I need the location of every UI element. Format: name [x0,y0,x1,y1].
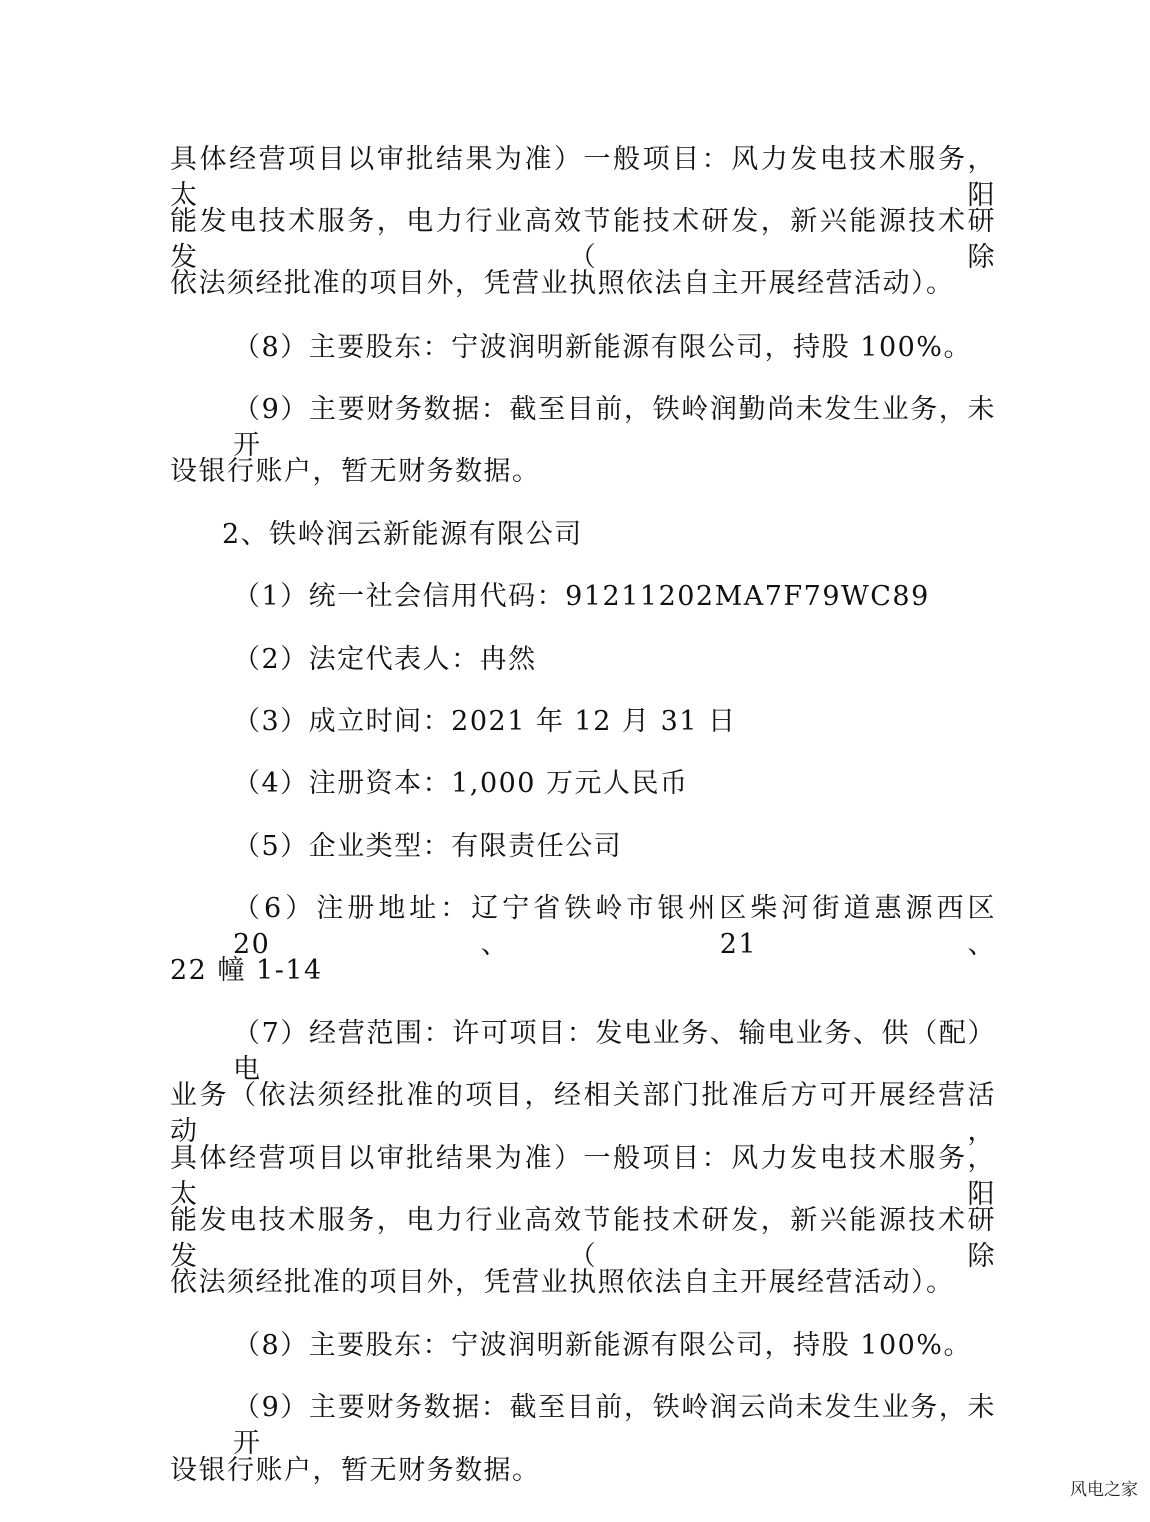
text-line: 设银行账户，暂无财务数据。 [170,1455,541,1486]
text-line: （9）主要财务数据：截至目前，铁岭润勤尚未发生业务，未开 [233,394,996,461]
text-line: 依法须经批准的项目外，凭营业执照依法自主开展经营活动）。 [170,1267,955,1298]
section-heading: 2、铁岭润云新能源有限公司 [222,519,583,550]
text-line: （5）企业类型：有限责任公司 [233,831,623,862]
text-line: （8）主要股东：宁波润明新能源有限公司，持股 100%。 [233,1330,972,1361]
text-line: 能发电技术服务，电力行业高效节能技术研发，新兴能源技术研发（除 [170,206,996,273]
text-line: 具体经营项目以审批结果为准）一般项目：风力发电技术服务，太阳 [170,1143,996,1210]
text-line: （3）成立时间：2021 年 12 月 31 日 [233,706,737,737]
text-line: 具体经营项目以审批结果为准）一般项目：风力发电技术服务，太阳 [170,144,996,211]
text-line: 22 幢 1-14 [170,955,323,986]
text-line: （8）主要股东：宁波润明新能源有限公司，持股 100%。 [233,332,972,363]
watermark: 风电之家 [1070,1480,1138,1500]
text-line: 依法须经批准的项目外，凭营业执照依法自主开展经营活动）。 [170,268,955,299]
text-line: （4）注册资本：1,000 万元人民币 [233,768,689,799]
text-line: （9）主要财务数据：截至目前，铁岭润云尚未发生业务，未开 [233,1392,996,1459]
text-line: （7）经营范围：许可项目：发电业务、输电业务、供（配）电 [233,1018,996,1085]
text-line: 能发电技术服务，电力行业高效节能技术研发，新兴能源技术研发（除 [170,1205,996,1272]
text-line: 业务（依法须经批准的项目，经相关部门批准后方可开展经营活动， [170,1080,996,1147]
text-line: 设银行账户，暂无财务数据。 [170,456,541,487]
text-line: （6）注册地址：辽宁省铁岭市银州区柴河街道惠源西区 20、21、 [233,893,996,960]
text-line: （1）统一社会信用代码：91211202MA7F79WC89 [233,581,930,612]
text-line: （2）法定代表人：冉然 [233,644,537,675]
